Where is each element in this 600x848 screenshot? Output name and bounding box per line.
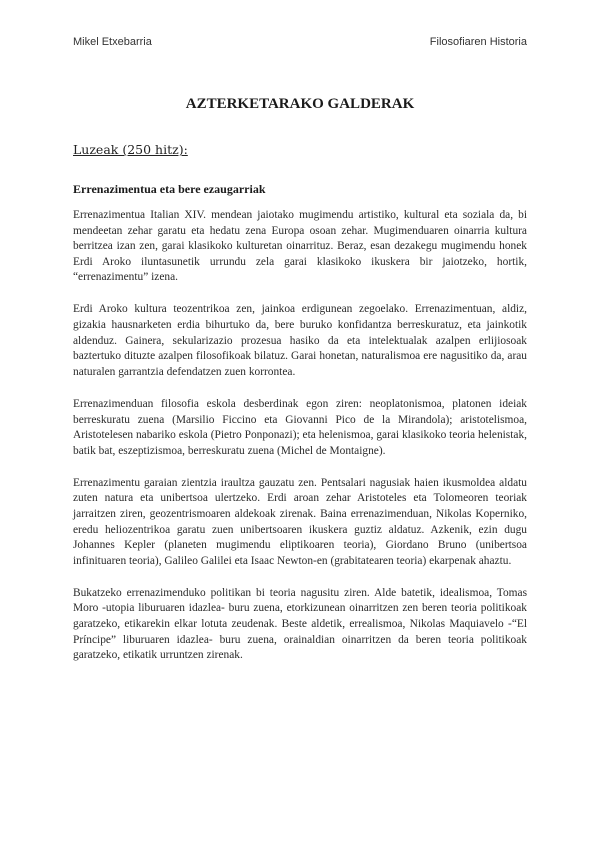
header-course: Filosofiaren Historia: [429, 36, 527, 48]
header-author: Mikel Etxebarria: [73, 36, 152, 48]
paragraph: Errenazimentu garaian zientzia iraultza gauzatu zen. Pentsalari nagusiak haien ikusmoldea aldatu zuten natura eta unibertsoa ulertzeko. Erdi aroan zehar Aristoteles eta Tolomeoren teoriak jarraitzen ziren, geozentrismoaren aldekoak zirenak. Baina errenazimenduan, Nikolas Koperniko, eredu heliozentrikoa garatu zuen unibertsoaren ikuskera guztiz aldatuz. Azkenik, ezin dugu Johannes Kepler (planeten mugimendu eliptikoaren teoria), Giordano Bruno (unibertsoa infinituaren teoria), Galileo Galilei eta Isaac Newton-en (grabitatearen teoria) ekarpenak ahaztu.: [73, 476, 527, 567]
paragraph: Erdi Aroko kultura teozentrikoa zen, jainkoa erdigunean zegoelako. Errenazimentuan, aldiz, gizakia hausnarketen erdia bihurtuko da, bere buruko konfidantza berreskuratuz, eta jainkotik aldenduz. Gainera, sekularizazio prozesua hasiko da eta intelektualak azalpen erlijiosoak baztertuko dituzte azalpen filosofikoak bilatuz. Garai honetan, naturalismoa ere nagusitiko da, arau naturalen garrantzia defendatzen zuen korrontea.: [73, 303, 527, 378]
answer-body: [73, 208, 527, 680]
paragraph: Bukatzeko errenazimenduko politikan bi teoria nagusitu ziren. Alde batetik, idealismoa, Tomas Moro -utopia liburuaren idazlea- buru zuena, etorkizunean oinarritzen zen beren teoria politikoak garatzeko, etikarekin elkar lotuta zeudenak. Beste aldetik, errealismoa, Nikolas Maquiavelo -“El Príncipe” liburuaren idazlea- buru zuena, orainaldian oinarritzen da beren teoria politikoak garatzeko, etikatik urruntzen zirenak.: [73, 586, 527, 662]
page-title: AZTERKETARAKO GALDERAK: [185, 96, 415, 112]
paragraph: Errenazimentua Italian XIV. mendean jaiotako mugimendu artistiko, kultural eta soziala da, bi mendeetan zehar garatu eta hedatu zena Europa osoan zehar. Mugimenduaren oinarria kultura berritzea izan zen, garai klasikoko kulturetan oinarrituz. Beraz, esan dezakegu mugimendu honek Erdi Aroko iluntasunetik urrundu zela garai klasikoko ikuskera bir jaiotzeko, hortik, “errenazimentu” izena.: [73, 209, 527, 284]
question-title: Errenazimentua eta bere ezaugarriak: [73, 182, 266, 196]
paragraph: Errenazimenduan filosofia eskola desberdinak egon ziren: neoplatonismoa, platonen ideiak berreskuratu zuena (Marsilio Ficcino eta Giovanni Pico de la Mirandola); aristotelismoa, Aristotelesen nabariko eskola (Pietro Ponponazi); eta helenismoa, garai klasikoko teoria helenistak, batik bat, eszeptizismoa, berreskuratu zuena (Michel de Montaigne).: [73, 397, 527, 457]
section-subtitle: Luzeak (250 hitz):: [73, 142, 188, 157]
